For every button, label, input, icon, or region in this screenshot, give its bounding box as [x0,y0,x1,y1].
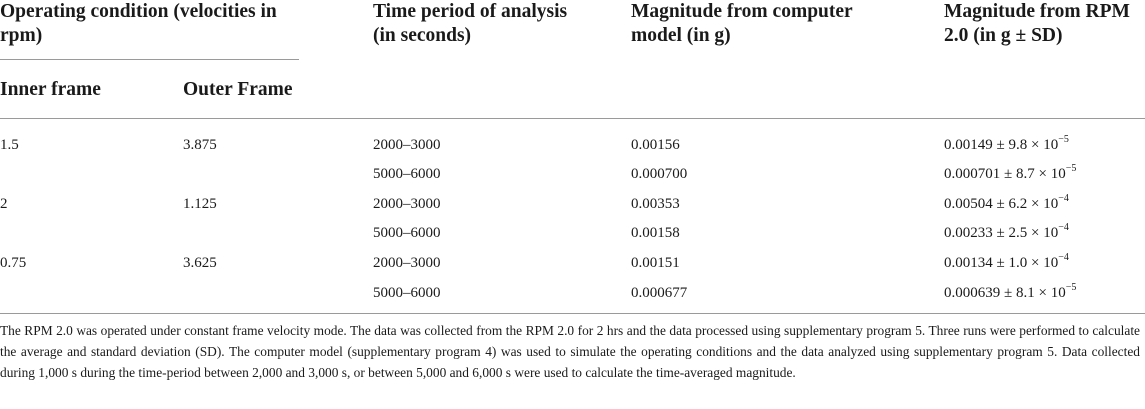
table-footnote: The RPM 2.0 was operated under constant frame velocity mode. The data was collected from the RPM 2.0 for 2 hrs and the data processed using supplementary program 5. Three runs were performed to calculate the average and standard deviation (SD). The computer model (supplementary program 4) was used to simulate the operating conditions and the data analyzed using supplementary program 5. Data collected during 1,000 s during the time-period between 2,000 and 3,000 s, or between 5,000 and 6,000 s were used to calculate the time-averaged magnitude. [0,323,1140,380]
header-operating-condition: Operating condition (velocities in rpm) [0,1,277,46]
header-magnitude-model: Magnitude from computer model (in g) [631,1,853,46]
cell-outer: 1.125 [183,196,217,212]
cell-rpm: $0.00504 \pm 6.2 \times 10^{-4}$ [944,193,1069,212]
footer-rule [0,313,1145,314]
cell-model: 0.00151 [631,255,680,271]
cell-rpm: $0.00233 \pm 2.5 \times 10^{-4}$ [944,222,1069,241]
header-time-period: Time period of analysis (in seconds) [373,1,568,46]
cell-time: 2000–3000 [373,196,441,212]
cell-model: 0.000700 [631,166,688,182]
cell-model: 0.00353 [631,196,680,212]
cell-rpm: $0.00149 \pm 9.8 \times 10^{-5}$ [944,134,1069,153]
header-rule [0,118,1145,119]
cell-outer: 3.625 [183,255,217,271]
cell-model: 0.00158 [631,225,680,241]
cell-inner: 1.5 [0,137,19,153]
cell-rpm: $0.000639 \pm 8.1 \times 10^{-5}$ [944,282,1077,301]
cell-time: 5000–6000 [373,166,441,182]
cell-time: 5000–6000 [373,225,441,241]
cell-model: 0.000677 [631,285,688,301]
cell-inner: 0.75 [0,255,27,271]
cell-time: 5000–6000 [373,285,441,301]
header-inner-frame: Inner frame [0,79,101,100]
header-magnitude-rpm: Magnitude from RPM 2.0 (in g ± SD) [944,1,1130,46]
cell-time: 2000–3000 [373,137,441,153]
cell-rpm: $0.00134 \pm 1.0 \times 10^{-4}$ [944,252,1069,271]
cell-inner: 2 [0,196,8,212]
header-outer-frame: Outer Frame [183,79,293,100]
cell-rpm: $0.000701 \pm 8.7 \times 10^{-5}$ [944,163,1077,182]
cell-time: 2000–3000 [373,255,441,271]
header-group-rule [0,59,299,60]
cell-model: 0.00156 [631,137,680,153]
cell-outer: 3.875 [183,137,217,153]
